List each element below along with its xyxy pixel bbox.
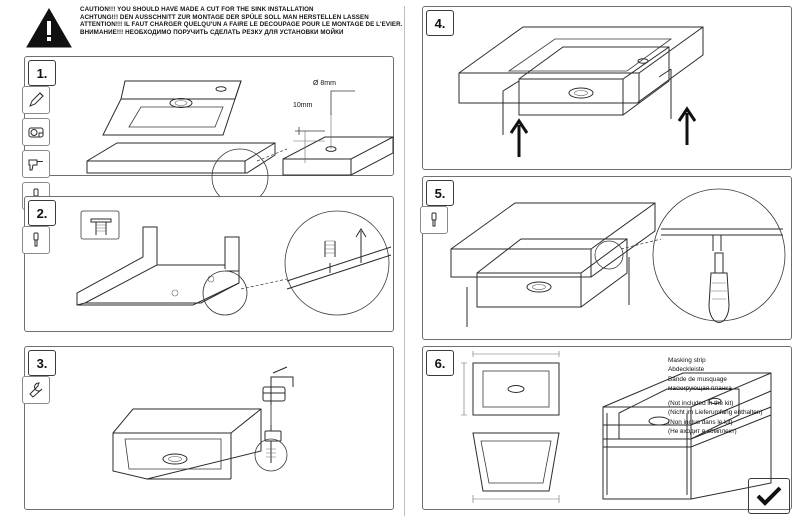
- step-6-number: 6.: [426, 350, 454, 376]
- screwdriver-icon: [22, 226, 50, 254]
- caution-line-en: CAUTION!!! YOU SHOULD HAVE MADE A CUT FOR THE SINK INSTALLATION: [80, 6, 314, 13]
- caution-line-ru: ВНИМАНИЕ!!! НЕОБХОДИМО ПОРУЧИТЬ СДЕЛАТЬ РЕЗКУ ДЛЯ УСТАНОВКИ МОЙКИ: [80, 28, 344, 36]
- legend-note-group: [668, 399, 792, 436]
- legend-note-de: (Nicht im Lieferumfang enthalten): [668, 409, 763, 417]
- pencil-icon: [22, 86, 50, 114]
- checkmark-icon: [748, 478, 790, 514]
- warning-triangle-icon: [26, 8, 72, 48]
- svg-text:10mm: 10mm: [293, 102, 313, 109]
- legend-note-fr: (Non inclus dans le kit): [668, 418, 733, 426]
- step-5-panel: [422, 176, 792, 340]
- step-5-illustration: [423, 177, 791, 339]
- legend-title-ru: маскирующая планка: [668, 384, 732, 392]
- legend-title-group: [668, 356, 792, 393]
- column-divider: [404, 6, 405, 516]
- svg-text:Ø 8mm: Ø 8mm: [313, 80, 336, 87]
- tape-measure-icon: [22, 118, 50, 146]
- legend-note-en: (Not included in the kit): [668, 400, 734, 408]
- legend-title-fr: Bande de musquage: [668, 375, 727, 383]
- caution-text: [80, 6, 403, 36]
- step-3-illustration: [25, 347, 393, 509]
- legend-masking-strip: [668, 356, 792, 442]
- step-2-number: 2.: [28, 200, 56, 226]
- step-4-panel: [422, 6, 792, 170]
- step-3-panel: [24, 346, 394, 510]
- step-4-illustration: [423, 7, 791, 169]
- legend-note-ru: (Не входит в комплект): [668, 427, 737, 435]
- drill-icon: [22, 150, 50, 178]
- step-5-tools: [420, 206, 448, 234]
- legend-title-de: Abdeckleiste: [668, 366, 705, 374]
- step-2-panel: [24, 196, 394, 332]
- legend-title-en: Masking strip: [668, 357, 706, 364]
- step-3-tools: [22, 376, 50, 404]
- screwdriver-icon: [420, 206, 448, 234]
- caution-line-de: ACHTUNG!!! DEN AUSSCHNITT ZUR MONTAGE DER SPÜLE SOLL MAN HERSTELLEN LASSEN: [80, 13, 369, 21]
- step-2-tools: [22, 226, 50, 254]
- step-5-number: 5.: [426, 180, 454, 206]
- caution-header: [8, 4, 403, 48]
- step-1-number: 1.: [28, 60, 56, 86]
- caution-line-fr: ATTENTION!!! IL FAUT CHARGER QUELQU'UN A FAIRE LE DECOUPAGE POUR LE MONTAGE DE L'EVIER.: [80, 21, 403, 29]
- step-3-number: 3.: [28, 350, 56, 376]
- step-1-tools: [22, 86, 50, 210]
- step-1-illustration: [25, 57, 393, 175]
- step-4-number: 4.: [426, 10, 454, 36]
- step-2-illustration: [25, 197, 393, 331]
- wrench-icon: [22, 376, 50, 404]
- step-1-panel: [24, 56, 394, 176]
